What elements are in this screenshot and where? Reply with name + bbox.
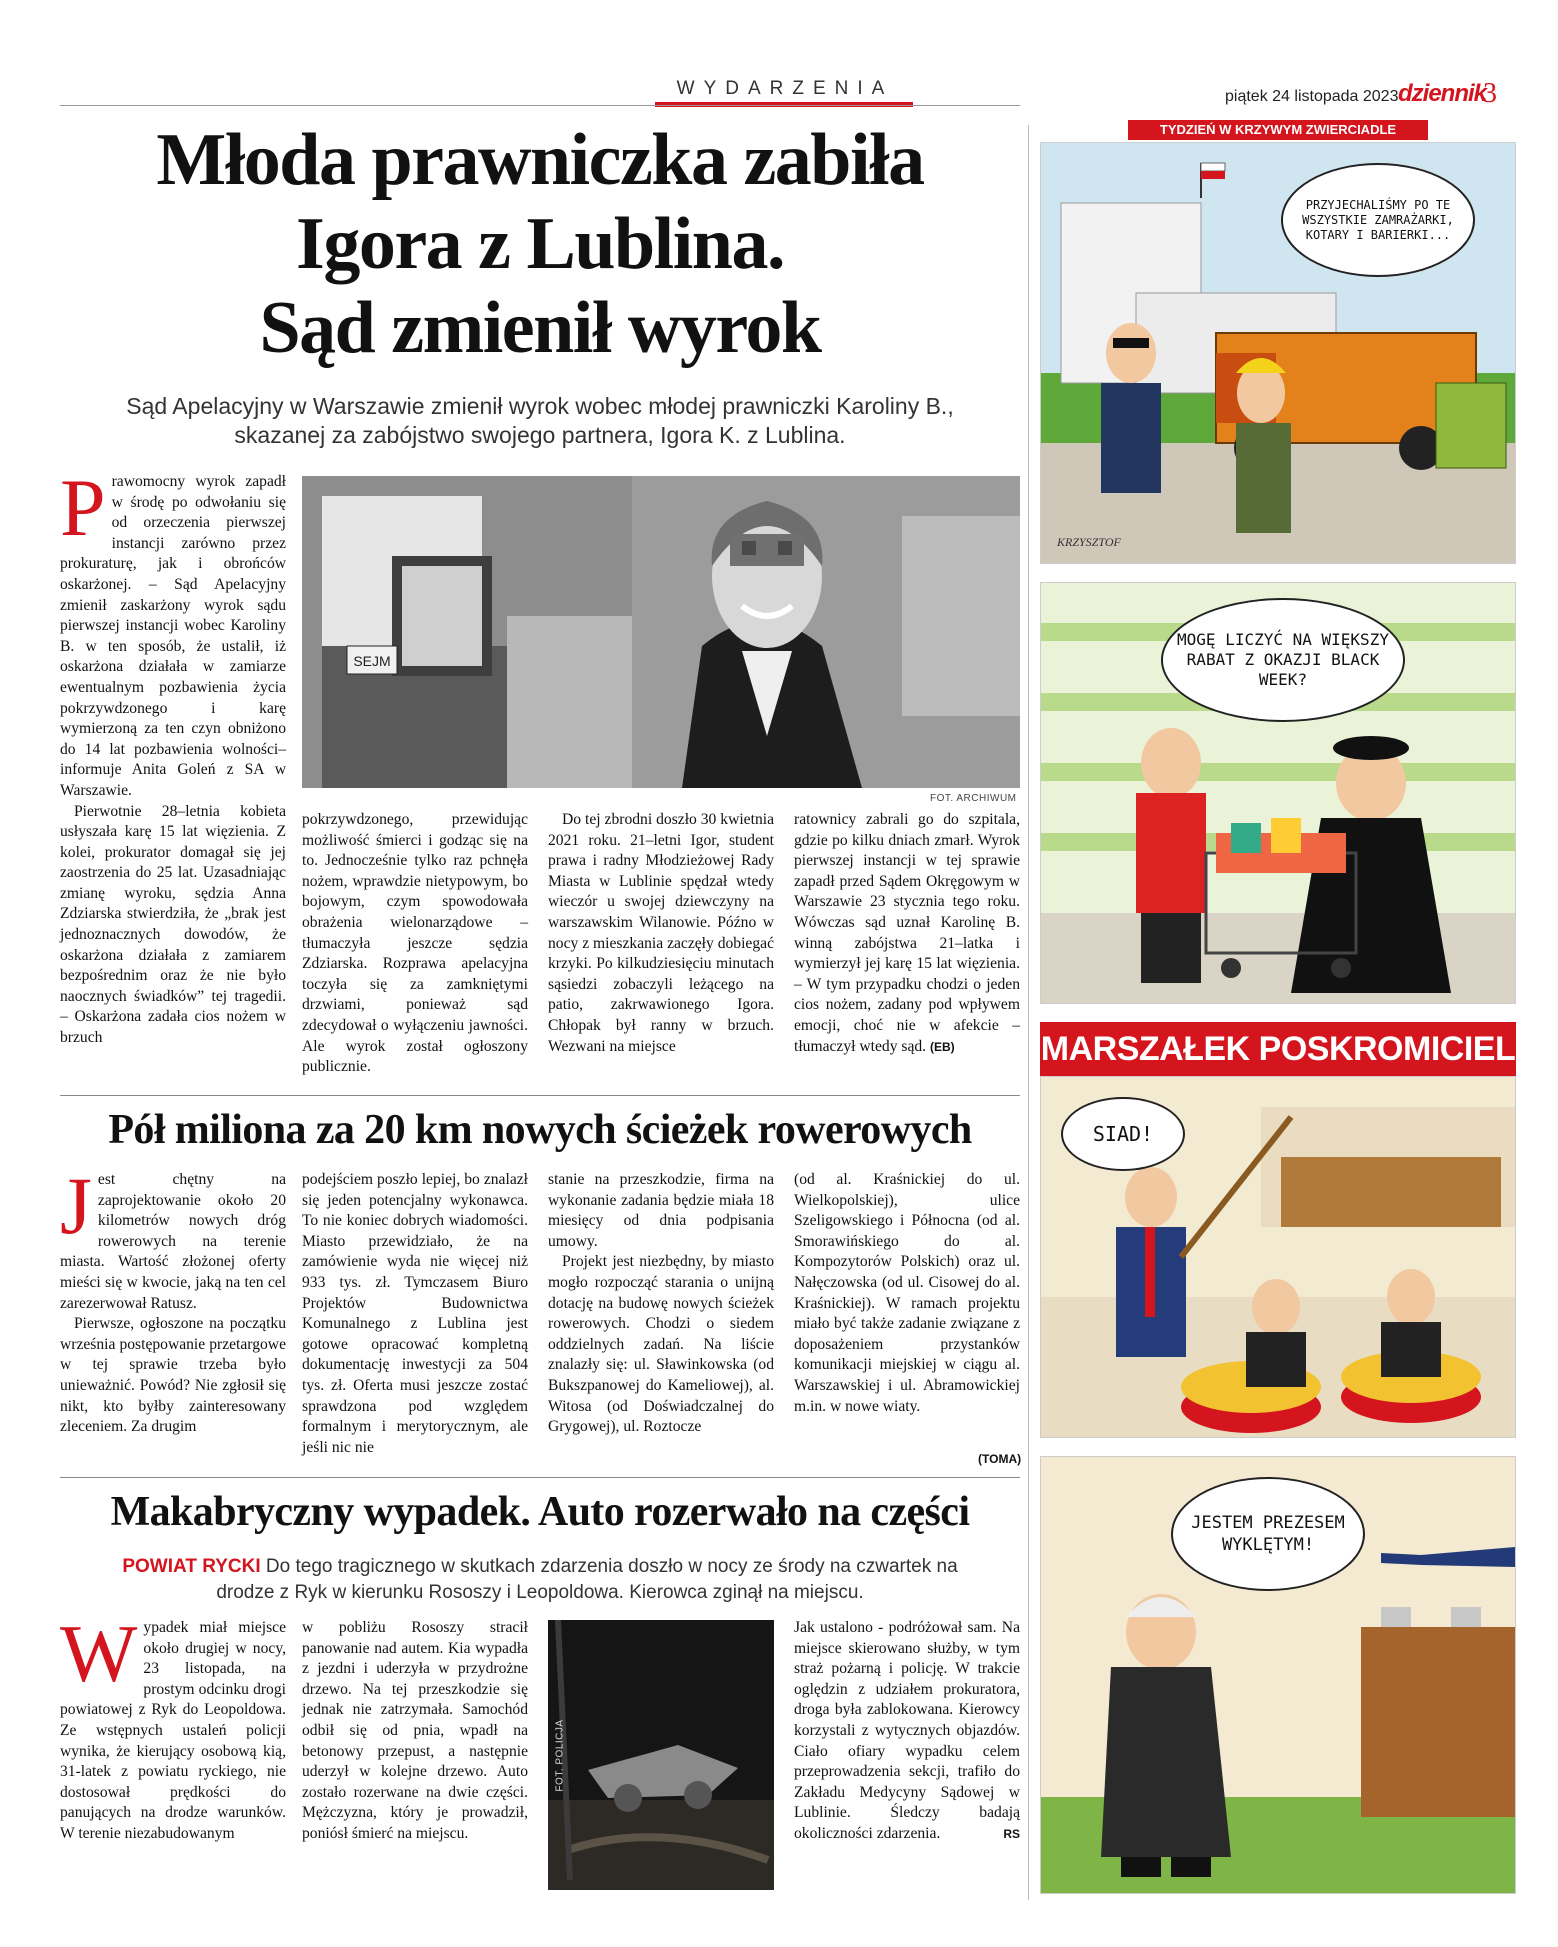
issue-date: piątek 24 listopada 2023 (1225, 88, 1399, 105)
crash-photo-illustration (548, 1620, 774, 1890)
article3-signature: RS (1003, 1826, 1020, 1841)
article2-column-1: Jest chętny na zaprojektowanie około 20 kilometrów nowych dróg rowerowych na terenie miasta. Wartość złożonej oferty mieści się w kwocie, jaką na ten cel zarezerwował Ratusz. Pierwsze, ogłoszone na początku września postępowanie przetargowe w tej sprawie trzeba było unieważnić. Powód? Nie zgłosił się nikt, kto byłby zainteresowany zleceniem. Za drugim (60, 1160, 286, 1436)
courtroom-photo-illustration (302, 476, 1020, 788)
article3-lead: POWIAT RYCKI Do tego tragicznego w skutkach zdarzenia doszło w nocy ze środy na czwartek na drodze z Ryk w kierunku Rososzy i Leopoldowa. Kierowca zginął na miejscu. (122, 1556, 958, 1603)
cartoon-3-speech-bubble: SIAD! (1061, 1097, 1185, 1171)
article2-headline[interactable]: Pół miliona za 20 km nowych ścieżek rowerowych (108, 1107, 972, 1153)
drop-cap: W (60, 1608, 138, 1699)
article2-column-3: stanie na przeszkodzie, firma na wykonanie zadania będzie miała 18 miesięcy od dnia podpisania umowy. Projekt jest niezbędny, by miasto mogło rozpocząć starania o unijną dotację na budowę nowych ścieżek rowerowych. Chodzi o siedem oddzielnych zadań. Na liście znalazły się: ul. Sławinkowska (od Bukszpanowej do Kameliowej), al. Witosa (od Doświadczalnej do Grygowej), ul. Roztocze (548, 1171, 774, 1436)
article1-column-4: ratownicy zabrali go do szpitala, gdzie po kilku dniach zmarł. Wyrok pierwszej instancji w tej sprawie zapadł przed Sądem Okręgowym w Warszawie 23 stycznia tego roku. Wówczas sąd uznał Karolinę B. winną zabójstwa 21–latka i wymierzył jej karę 15 lat więzienia. – W tym przypadku chodzi o jeden cios nożem, zadany pod wpływem emocji, choć nie w afekcie – tłumaczył wtedy sąd. (EB) (794, 811, 1020, 1055)
cartoon-strip-title: TYDZIEŃ W KRZYWYM ZWIERCIADLE (1128, 120, 1428, 140)
article3-column-4: Jak ustalono - podróżował sam. Na miejsce skierowano służby, w tym straż pożarną i policję. W trakcie oględzin z udziałem prokuratora, droga była zablokowana. Kierowcy korzystali z wytycznych objazdów. Ciało ofiary wypadku celem przeprowadzenia sekcji, trafiło do Zakładu Medycyny Sądowej w Lublinie. Śledczy badają okoliczności zdarzenia. RS (794, 1618, 1020, 1845)
article3-column-2: w pobliżu Rososzy stracił panowanie nad autem. Kia wypadła z jezdni i uderzyła w przydrożne drzewo. Na tej przeszkodzie się jednak nie zatrzymała. Samochód odbił się od pnia, wpadł na betonowy przepust, a następnie uderzył w kolejne drzewo. Auto zostało rozerwane na dwie części. Mężczyzna, który je prowadził, poniósł śmierć na miejscu. (302, 1619, 528, 1842)
article1-column-1: Prawomocny wyrok zapadł w środę po odwołaniu się od orzeczenia pierwszej instancji zarówno przez prokuraturę, jak i obrońców oskarżonej. – Sąd Apelacyjny zmienił zaskarżony wyrok sądu pierwszej instancji wobec Karoliny B. w ten sposób, że ustalił, iż oskarżona działała w zamiarze ewentualnym pozbawienia życia pokrzywdzonego i karę wymierzoną za ten czyn obniżono do 14 lat pozbawienia wolności– informuje Anita Goleń z SA w Warszawie. Pierwotnie 28–letnia kobieta usłyszała karę 15 lat więzienia. Z kolei, prokurator domagał się jej zaostrzenia do 25 lat. Uzasadniając zmianę wyroku, sędzia Anna Zdziarska stwierdziła, że „brak jest jednoznacznych dowodów, że oskarżona działała z zamiarem bezpośrednim oraz że nie było naocznych świadków” tej tragedii. – Oskarżona zadała cios nożem w brzuch (60, 462, 286, 1047)
article1-photo[interactable] (302, 476, 1020, 788)
article-divider-1 (60, 1095, 1020, 1096)
sejm-sign: SEJM (353, 653, 391, 669)
article3-photo[interactable] (548, 1620, 774, 1890)
column-divider (1028, 125, 1029, 1900)
article3-column-1: Wypadek miał miejsce około drugiej w nocy, 23 listopada, na prostym odcinku drogi powiatowej z Ryk do Leopoldowa. Ze wstępnych ustaleń policji wynika, że kierujący osobową kią, 31-latek z powiatu ryckiego, nie dostosował prędkości do panujących na drodze warunków. W terenie niezabudowanym (60, 1608, 286, 1842)
cartoon-2-speech-bubble: MOGĘ LICZYĆ NA WIĘKSZY RABAT Z OKAZJI BLACK WEEK? (1161, 598, 1405, 722)
cartoon-3[interactable] (1040, 1076, 1516, 1438)
article1-lead: Sąd Apelacyjny w Warszawie zmienił wyrok wobec młodej prawniczki Karoliny B., skazanej za zabójstwo swojego partnera, Igora K. z Lublina. (126, 393, 954, 448)
article-divider-2 (60, 1477, 1020, 1478)
cartoon-4[interactable] (1040, 1456, 1516, 1894)
drop-cap: P (60, 462, 106, 553)
article2-column-2: podejściem poszło lepiej, bo znalazł się jeden potencjalny wykonawca. To nie koniec dobrych wiadomości. Miasto przewidziało, że na zamówienie wyda nie więcej niż 933 tys. zł. Tymczasem Biuro Projektów Budownictwa Komunalnego z Lublina jest gotowe opracować kompletną dokumentację inwestycji za 504 tys. zł. Oferta musi jeszcze zostać sprawdzona pod względem formalnym i merytorycznym, ale jeśli nic nie (302, 1171, 528, 1456)
page-number: 3 (1483, 78, 1497, 109)
cartoon-3-title: MARSZAŁEK POSKROMICIEL (1040, 1022, 1516, 1076)
article1-headline[interactable]: Młoda prawniczka zabiła Igora z Lublina. Sąd zmienił wyrok (156, 119, 924, 369)
cartoon-artist-signature: KRZYSZTOF (1057, 535, 1121, 549)
article2-signature: (TOMA) (978, 1452, 1022, 1466)
cartoon-4-speech-bubble: JESTEM PREZESEM WYKLĘTYM! (1171, 1477, 1365, 1591)
article2-column-4: (od al. Kraśnickiej do ul. Wielkopolskiej), ulice Szeligowskiego i Północna (od al. Smorawińskiego do al. Kompozytorów Polskich) oraz ul. Nałęczowska (od ul. Cisowej do al. Kraśnickiej). W ramach projektu miało być także zadanie związane z doposażeniem przystanków komunikacji miejskiej w ciągu al. Warszawskiej i ul. Abramowickiej m.in. w nowe wiaty. (794, 1171, 1020, 1415)
article3-kicker: POWIAT RYCKI (122, 1556, 261, 1577)
cartoon-1[interactable] (1040, 142, 1516, 564)
cartoon-1-speech-bubble: PRZYJECHALIŚMY PO TE WSZYSTKIE ZAMRAŻARKI, KOTARY I BARIERKI... (1281, 163, 1475, 277)
article3-photo-credit: FOT. POLICJA (554, 1719, 566, 1792)
article1-signature: (EB) (929, 1039, 955, 1054)
newspaper-logo[interactable]: dziennik (1398, 80, 1487, 107)
article1-photo-credit: FOT. ARCHIWUM (930, 793, 1017, 804)
drop-cap: J (60, 1160, 92, 1251)
header-divider (60, 105, 1020, 106)
article3-headline[interactable]: Makabryczny wypadek. Auto rozerwało na części (110, 1489, 970, 1535)
article1-column-2: pokrzywdzonego, przewidując możliwość śmierci i godząc się na to. Jednocześnie tylko raz pchnęła nożem, wprawdzie nietypowym, bo bojowym, czym spowodowała obrażenia wielonarządowe – tłumaczyła jeszcze sędzia Zdziarska. Rozprawa apelacyjna toczyła się za zamkniętymi drzwiami, ponieważ sąd zdecydował o wyłączeniu jawności. Ale wyrok został ogłoszony publicznie. (302, 811, 528, 1076)
section-label: WYDARZENIA (676, 78, 894, 99)
cartoon-2[interactable] (1040, 582, 1516, 1004)
article1-column-3: Do tej zbrodni doszło 30 kwietnia 2021 roku. 21–letni Igor, student prawa i radny Młodzieżowej Rady Miasta w Lublinie spędzał wtedy wieczór u swojej dziewczyny na warszawskim Wilanowie. Późno w nocy z mieszkania zaczęły dobiegać krzyki. Po kilkudziesięciu minutach sąsiedzi zobaczyli leżącego na patio, zakrwawionego Igora. Chłopak był ranny w brzuch. Wezwani na miejsce (548, 811, 774, 1055)
